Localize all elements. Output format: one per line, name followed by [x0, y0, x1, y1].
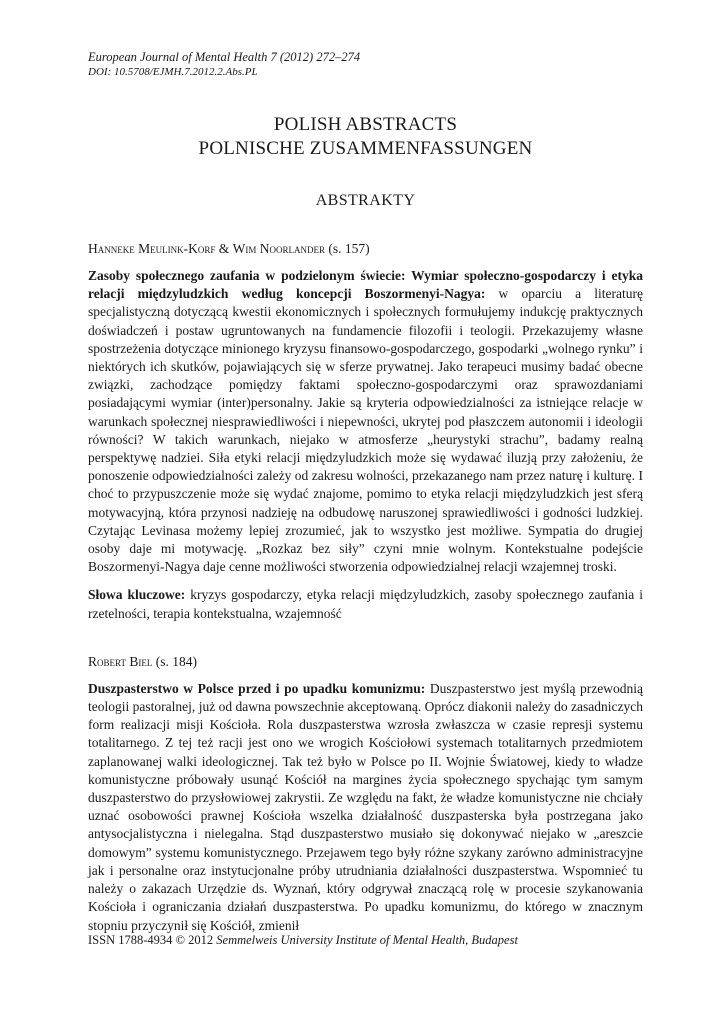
abstract2-body — [88, 680, 643, 935]
journal-citation: European Journal of Mental Health 7 (2012) 272–274 — [88, 50, 361, 64]
page-reference: (s. 184) — [152, 653, 197, 669]
author-name: Wim Noorlander — [232, 241, 326, 256]
page-title: POLISH ABSTRACTS — [273, 114, 458, 135]
page — [88, 50, 643, 935]
doi: DOI: 10.5708/EJMH.7.2012.2.Abs.PL — [88, 66, 258, 78]
author-separator: & — [215, 241, 233, 256]
abstract2-text: Duszpasterstwo jest myślą przewodnią teologii pastoralnej, już od dawna powszechnie akceptowaną. Oprócz diakonii należy do zasadniczych form realizacji misji Kościoła. Rola duszpasterstwa wzrosła zwłaszcza w czasie represji systemu totalitarnego. Z tej też racji jest ono we wrogich Kościołowi systemach totalitarnych przedmiotem zaplanowanej walki ideologicznej. Tak też było w Polsce po II. Wojnie Światowej, kiedy to władze komunistyczne próbowały usunąć Kościół na margines życia społecznego spychając tym samym duszpasterstwo do przysłowiowej zakrystii. Ze względu na fakt, że władze komunistyczne nie chciały uznać osobowości prawnej Kościoła wszelka działalność duszpasterska była postrzegana jako antysocjalistyczna i nielegalna. Stąd duszpasterstwo musiało się dokonywać niejako w „areszcie domowym” systemu komunistycznego. Przejawem tego były różne szykany zarówno administracyjne jak i personalne oraz instytucjonalne próby utrudniania działalności duszpasterstwa. Wspomnieć tu należy o zakazach Urzędzie ds. Wyznań, który odgrywał znaczącą rolę w procesie szykanowania Kościoła i ograniczania działań duszpasterstwa. Po upadku komunizmu, do którego w znacznym stopniu przyczynił się Kościół, zmienił — [88, 680, 644, 933]
page-reference: (s. 157) — [325, 241, 370, 256]
abstract1-keywords — [88, 586, 643, 622]
footer — [88, 932, 518, 948]
page-title-german: POLNISCHE ZUSAMMENFASSUNGEN — [198, 138, 533, 159]
abstract2-heading: Duszpasterstwo w Polsce przed i po upadku komunizmu: — [88, 680, 426, 696]
author-name: Hanneke Meulink-Korf — [88, 241, 216, 256]
abstract1-heading: Zasoby społecznego zaufania w podzielonym świecie: Wymiar społeczno-gospodarczy i etyka relacji międzyludzkich według koncepcji Boszormenyi-Nagya: — [88, 268, 643, 302]
abstract1-authors — [88, 240, 643, 258]
keywords-label: Słowa kluczowe: — [88, 587, 186, 603]
abstract1-text: w oparciu a literaturę specjalistyczną dotyczącą kwestii ekonomicznych i społecznych formułujemy indukcję praktycznych doświadczeń i postaw ugruntowanych na fundamencie filozofii i teologii. Przekazujemy własne spostrzeżenia dotyczące minionego kryzysu finansowo-gospodarczego, gospodarki „wolnego rynku” i niektórych ich skutków, pojawiających się w sferze prywatnej. Jako terapeuci musimy badać obecne związki, zachodzące pomiędzy faktami społeczno-gospodarczymi oraz sprawozdaniami posiadającymi wymiar (inter)personalny. Jakie są kryteria odpowiedzialności za istniejące relacje w warunkach społecznej niesprawiedliwości i niepewności, ukrytej pod płaszczem autonomii i ideologii równości? W takich warunkach, niejako w atmosferze „heurystyki strachu”, badamy realną perspektywę nadziei. Siła etyki relacji międzyludzkich może się wydawać iluzją przy założeniu, że ponoszenie odpowiedzialności zależy od zakresu wolności, przekazanego nam przez naturę i kulturę. I choć to przypuszczenie może się wydać znajome, pomimo to etyka relacji międzyludzkich jest sferą motywacyjną, która przynosi nadzieję na odbudowę naruszonej sprawiedliwości i godności ludzkiej. Czytając Levinasa możemy lepiej zrozumieć, jak to wszystko jest możliwe. Sympatia do drugiej osoby daje mi motywację. „Rozkaz bez siły” czyni mnie wolnym. Kontekstualne podejście Boszormenyi-Nagya daje cenne możliwości stworzenia odpowiedzialnej relacji wzajemnej troski. — [88, 286, 643, 575]
publisher: Semmelweis University Institute of Mental Health, Budapest — [216, 933, 518, 947]
title-block — [88, 113, 643, 161]
keywords-text: kryzys gospodarczy, etyka relacji międzyludzkich, zasoby społecznego zaufania i rzetelności, terapia kontekstualna, wzajemność — [88, 587, 643, 621]
abstract2-authors — [88, 653, 643, 671]
issn: ISSN 1788-4934 © 2012 — [88, 933, 217, 947]
author-name: Robert Biel — [88, 653, 153, 669]
abstract1-body — [88, 267, 643, 576]
section-subtitle: ABSTRAKTY — [315, 192, 416, 209]
